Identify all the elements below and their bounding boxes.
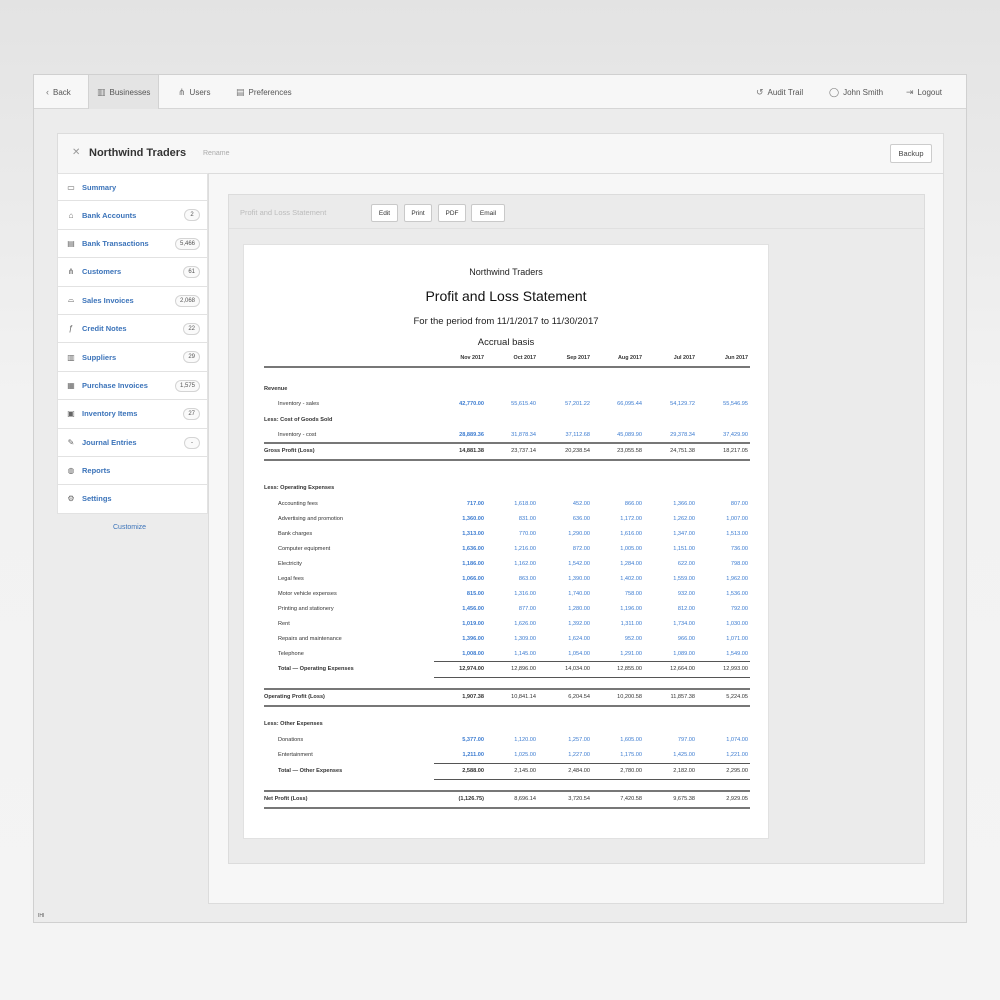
report-cell[interactable]: 1,145.00 <box>514 651 536 657</box>
report-cell[interactable]: 932.00 <box>677 591 695 597</box>
journal-icon: ✎ <box>67 437 75 447</box>
row-label: Motor vehicle expenses <box>278 591 337 597</box>
customize-link[interactable]: Customize <box>113 524 147 531</box>
row-label: Less: Operating Expenses <box>264 485 335 491</box>
report-cell[interactable]: 812.00 <box>677 606 695 612</box>
report-cell[interactable]: 1,734.00 <box>673 621 695 627</box>
tab-preferences[interactable] <box>236 75 292 109</box>
report-cell[interactable]: 1,392.00 <box>568 621 590 627</box>
report-cell[interactable]: 622.00 <box>677 561 695 567</box>
report-cell[interactable]: 1,175.00 <box>620 752 642 758</box>
history-icon: ↺ <box>756 86 764 97</box>
report-cell[interactable]: 815.00 <box>466 591 484 597</box>
row-label: Gross Profit (Loss) <box>264 448 315 454</box>
report-cell[interactable]: 1,172.00 <box>620 516 642 522</box>
report-cell: 11,857.38 <box>670 694 695 700</box>
logout-label: Logout <box>917 87 943 97</box>
report-company: Northwind Traders <box>469 267 543 277</box>
report-cell[interactable]: 1,211.00 <box>462 752 484 758</box>
report-period: For the period from 11/1/2017 to 11/30/2017 <box>413 316 599 327</box>
report-cell[interactable]: 866.00 <box>624 501 642 507</box>
report-cell[interactable]: 1,513.00 <box>726 531 748 537</box>
row-label: Operating Profit (Loss) <box>264 694 325 700</box>
count-badge: 22 <box>183 323 200 335</box>
report-cell[interactable]: 1,456.00 <box>462 606 484 612</box>
table-row <box>264 399 750 411</box>
report-cell[interactable]: 1,402.00 <box>620 576 642 582</box>
close-icon[interactable]: ✕ <box>72 147 81 158</box>
report-toolbar-title: Profit and Loss Statement <box>240 208 327 217</box>
report-cell[interactable]: 1,280.00 <box>568 606 590 612</box>
report-cell: 2,295.00 <box>726 768 748 774</box>
report-cell[interactable]: 1,216.00 <box>514 546 536 552</box>
sidebar-item-label: Bank Accounts <box>82 210 137 220</box>
report-cell[interactable]: 1,311.00 <box>620 621 642 627</box>
report-cell[interactable]: 37,429.90 <box>723 432 748 438</box>
report-cell[interactable]: 42,770.00 <box>459 401 484 407</box>
report-cell[interactable]: 1,005.00 <box>620 546 642 552</box>
report-cell[interactable]: 966.00 <box>677 636 695 642</box>
report-cell[interactable]: 636.00 <box>572 516 590 522</box>
tab-businesses[interactable] <box>88 75 159 109</box>
sidebar-item-settings[interactable] <box>57 485 208 513</box>
report-cell[interactable]: 863.00 <box>518 576 536 582</box>
report-cell[interactable]: 1,616.00 <box>620 531 642 537</box>
row-label: Total — Other Expenses <box>278 768 343 774</box>
preferences-icon: ▤ <box>236 86 245 97</box>
row-label: Donations <box>278 737 304 743</box>
row-label: Legal fees <box>278 576 304 582</box>
preferences-label: Preferences <box>248 87 292 97</box>
report-cell: 10,200.58 <box>617 694 642 700</box>
report-basis: Accrual basis <box>477 337 535 348</box>
report-cell[interactable]: 1,151.00 <box>673 546 695 552</box>
rule-line <box>264 366 750 368</box>
report-cell: Jul 2017 <box>673 355 695 361</box>
report-cell[interactable]: 807.00 <box>730 501 748 507</box>
report-cell[interactable]: 1,626.00 <box>514 621 536 627</box>
app-window <box>33 74 967 923</box>
total-row <box>264 794 750 806</box>
report-cell[interactable]: 1,089.00 <box>673 651 695 657</box>
report-cell: 6,204.54 <box>568 694 590 700</box>
report-cell[interactable]: 797.00 <box>677 737 695 743</box>
rule-line <box>434 677 750 678</box>
table-row <box>264 750 750 762</box>
report-cell[interactable]: 1,740.00 <box>568 591 590 597</box>
report-cell[interactable]: 1,618.00 <box>514 501 536 507</box>
report-cell: 12,993.00 <box>723 666 748 672</box>
report-cell: 1,907.38 <box>462 694 484 700</box>
sidebar-item-customers[interactable] <box>57 258 208 286</box>
report-cell[interactable]: 1,962.00 <box>726 576 748 582</box>
report-cell: Nov 2017 <box>460 355 484 361</box>
invoice-icon: ⌓ <box>67 295 75 305</box>
row-label: Less: Other Expenses <box>264 721 323 727</box>
row-label: Total — Operating Expenses <box>278 666 354 672</box>
report-cell[interactable]: 1,636.00 <box>462 546 484 552</box>
report-cell[interactable]: 1,313.00 <box>462 531 484 537</box>
rule-line <box>434 661 750 662</box>
report-cell[interactable]: 1,396.00 <box>462 636 484 642</box>
report-cell: 2,588.00 <box>462 768 484 774</box>
report-cell[interactable]: 1,290.00 <box>568 531 590 537</box>
reports-icon: ◍ <box>67 466 75 476</box>
business-header <box>57 133 944 173</box>
report-cell: 7,420.58 <box>620 796 642 802</box>
row-label: Entertainment <box>278 752 313 758</box>
bank-icon: ⌂ <box>68 210 74 220</box>
row-label: Inventory - sales <box>278 401 320 407</box>
rule-line <box>264 790 750 792</box>
table-row <box>264 649 750 661</box>
row-label: Computer equipment <box>278 546 331 552</box>
report-cell: (1,126.75) <box>458 796 484 802</box>
rule-line <box>434 779 750 780</box>
sidebar-item-credit-notes[interactable] <box>57 315 208 343</box>
report-cell: 3,720.54 <box>568 796 590 802</box>
sidebar-item-label: Sales Invoices <box>82 295 134 305</box>
report-cell: 2,182.00 <box>673 768 695 774</box>
report-cell[interactable]: 736.00 <box>730 546 748 552</box>
row-label: Accounting fees <box>278 501 318 507</box>
row-label: Bank charges <box>278 531 313 537</box>
report-cell[interactable]: 1,007.00 <box>726 516 748 522</box>
report-cell: 14,034.00 <box>565 666 590 672</box>
report-cell: 10,841.14 <box>511 694 536 700</box>
row-label: Electricity <box>278 561 302 567</box>
report-cell: 12,664.00 <box>670 666 695 672</box>
sidebar-item-label: Customers <box>82 267 122 277</box>
report-cell[interactable]: 29,378.34 <box>670 432 695 438</box>
section-heading-row <box>264 384 750 396</box>
count-badge: - <box>184 437 200 449</box>
user-name: John Smith <box>843 87 884 97</box>
table-row <box>264 430 750 442</box>
row-label: Revenue <box>264 386 288 392</box>
users-label: Users <box>189 87 211 97</box>
edit-button[interactable]: Edit <box>371 204 398 222</box>
total-row <box>264 766 750 778</box>
sidebar-item-suppliers[interactable] <box>57 343 208 371</box>
report-cell[interactable]: 55,546.95 <box>723 401 748 407</box>
report-cell[interactable]: 57,201.22 <box>565 401 590 407</box>
report-cell[interactable]: 66,095.44 <box>617 401 642 407</box>
report-cell[interactable]: 1,066.00 <box>462 576 484 582</box>
rule-line <box>264 705 750 707</box>
table-row <box>264 544 750 556</box>
report-cell[interactable]: 1,196.00 <box>620 606 642 612</box>
rename-link[interactable]: Rename <box>203 150 230 157</box>
section-heading-row <box>264 483 750 495</box>
report-title: Profit and Loss Statement <box>425 288 587 304</box>
report-cell[interactable]: 1,284.00 <box>620 561 642 567</box>
businesses-label: Businesses <box>109 87 151 97</box>
logout-icon: ⇥ <box>906 86 914 97</box>
sidebar-item-summary[interactable] <box>57 173 208 201</box>
table-row <box>264 604 750 616</box>
logout-button[interactable] <box>906 75 942 109</box>
report-paper <box>243 244 769 839</box>
report-cell[interactable]: 952.00 <box>624 636 642 642</box>
count-badge: 27 <box>183 408 200 420</box>
row-label: Inventory - cost <box>278 432 317 438</box>
report-cell: 12,855.00 <box>617 666 642 672</box>
report-cell[interactable]: 55,615.40 <box>511 401 536 407</box>
report-cell[interactable]: 31,878.34 <box>511 432 536 438</box>
report-cell[interactable]: 1,071.00 <box>726 636 748 642</box>
report-cell[interactable]: 1,008.00 <box>462 651 484 657</box>
report-cell: Sep 2017 <box>566 355 590 361</box>
sidebar-item-purchase-invoices[interactable] <box>57 372 208 400</box>
report-cell[interactable]: 1,542.00 <box>568 561 590 567</box>
sidebar-menu <box>57 173 208 514</box>
business-name: Northwind Traders <box>89 147 187 159</box>
report-cell[interactable]: 1,030.00 <box>726 621 748 627</box>
report-cell: 9,675.38 <box>673 796 695 802</box>
report-cell: 5,224.05 <box>726 694 748 700</box>
rule-line <box>264 442 750 444</box>
report-cell: 18,217.05 <box>723 448 748 454</box>
sidebar-item-journal-entries[interactable] <box>57 429 208 457</box>
businesses-icon: ▥ <box>97 86 106 97</box>
report-cell[interactable]: 1,425.00 <box>673 752 695 758</box>
top-navigation-bar <box>34 75 966 109</box>
report-cell[interactable]: 1,366.00 <box>673 501 695 507</box>
count-badge: 5,466 <box>175 238 200 250</box>
email-button[interactable]: Email <box>471 204 505 222</box>
report-cell[interactable]: 1,227.00 <box>568 752 590 758</box>
row-label: Rent <box>278 621 290 627</box>
credit-note-icon: ƒ <box>68 324 74 334</box>
report-header-row <box>264 353 750 365</box>
audit-trail-label: Audit Trail <box>767 87 804 97</box>
backup-button[interactable]: Backup <box>890 144 932 163</box>
report-cell[interactable]: 872.00 <box>572 546 590 552</box>
report-cell[interactable]: 1,120.00 <box>514 737 536 743</box>
rule-line <box>434 763 750 764</box>
report-cell: 12,896.00 <box>511 666 536 672</box>
report-cell[interactable]: 1,549.00 <box>726 651 748 657</box>
report-cell: 8,696.14 <box>514 796 536 802</box>
table-row <box>264 559 750 571</box>
report-cell[interactable]: 1,559.00 <box>673 576 695 582</box>
row-label: Repairs and maintenance <box>278 636 342 642</box>
sidebar-item-label: Settings <box>82 494 112 504</box>
total-row <box>264 664 750 676</box>
sidebar-item-reports[interactable] <box>57 457 208 485</box>
row-label: Net Profit (Loss) <box>264 796 308 802</box>
table-row <box>264 589 750 601</box>
report-cell[interactable]: 1,309.00 <box>514 636 536 642</box>
table-row <box>264 514 750 526</box>
report-cell: 12,974.00 <box>459 666 484 672</box>
total-row <box>264 446 750 458</box>
sidebar-item-label: Reports <box>82 466 111 476</box>
report-cell[interactable]: 758.00 <box>624 591 642 597</box>
report-cell: 2,484.00 <box>568 768 590 774</box>
back-arrow-icon: ‹ <box>46 86 49 97</box>
report-cell[interactable]: 1,347.00 <box>673 531 695 537</box>
print-button[interactable]: Print <box>404 204 432 222</box>
table-row <box>264 735 750 747</box>
back-label: Back <box>53 87 71 97</box>
row-label: Advertising and promotion <box>278 516 343 522</box>
report-cell: 2,780.00 <box>620 768 642 774</box>
sidebar-item-inventory-items[interactable] <box>57 400 208 428</box>
report-cell[interactable]: 28,889.36 <box>459 432 484 438</box>
report-cell[interactable]: 1,186.00 <box>462 561 484 567</box>
report-cell[interactable]: 831.00 <box>518 516 536 522</box>
report-cell: Jun 2017 <box>724 355 748 361</box>
report-cell: 20,238.54 <box>565 448 590 454</box>
table-row <box>264 499 750 511</box>
purchase-icon: ▦ <box>67 380 75 390</box>
table-row <box>264 619 750 631</box>
report-cell[interactable]: 54,129.72 <box>670 401 695 407</box>
report-cell[interactable]: 1,390.00 <box>568 576 590 582</box>
report-cell[interactable]: 1,025.00 <box>514 752 536 758</box>
report-cell[interactable]: 798.00 <box>730 561 748 567</box>
row-label: Telephone <box>278 651 304 657</box>
row-label: Less: Cost of Goods Sold <box>264 417 333 423</box>
report-frame <box>228 194 925 864</box>
user-menu[interactable] <box>829 75 883 109</box>
table-row <box>264 574 750 586</box>
report-cell[interactable]: 1,605.00 <box>620 737 642 743</box>
table-row <box>264 529 750 541</box>
users-icon: ⋔ <box>178 86 186 97</box>
table-row <box>264 634 750 646</box>
report-cell[interactable]: 1,019.00 <box>462 621 484 627</box>
report-cell: 2,145.00 <box>514 768 536 774</box>
report-cell[interactable]: 770.00 <box>518 531 536 537</box>
report-cell[interactable]: 37,112.68 <box>565 432 590 438</box>
pdf-button[interactable]: PDF <box>438 204 466 222</box>
count-badge: 29 <box>183 351 200 363</box>
report-cell[interactable]: 1,360.00 <box>462 516 484 522</box>
report-cell[interactable]: 1,162.00 <box>514 561 536 567</box>
report-cell: Oct 2017 <box>513 355 536 361</box>
report-cell[interactable]: 1,316.00 <box>514 591 536 597</box>
sidebar-item-label: Suppliers <box>82 352 117 362</box>
tab-users[interactable] <box>178 75 210 109</box>
report-cell[interactable]: 1,262.00 <box>673 516 695 522</box>
settings-icon: ⚙ <box>67 494 75 504</box>
user-icon: ◯ <box>829 86 840 97</box>
report-cell: 24,751.38 <box>670 448 695 454</box>
count-badge: 61 <box>183 266 200 278</box>
sidebar-item-label: Summary <box>82 182 117 192</box>
sidebar-item-bank-transactions[interactable] <box>57 230 208 258</box>
back-button[interactable] <box>46 75 71 109</box>
inventory-icon: ▣ <box>67 409 75 419</box>
count-badge: 1,575 <box>175 380 200 392</box>
report-cell: Aug 2017 <box>618 355 642 361</box>
row-label: Printing and stationery <box>278 606 334 612</box>
report-cell: 2,929.05 <box>726 796 748 802</box>
sidebar-item-label: Credit Notes <box>82 324 127 334</box>
report-cell[interactable]: 45,089.90 <box>617 432 642 438</box>
section-heading-row <box>264 415 750 427</box>
suppliers-icon: ▥ <box>67 352 75 362</box>
report-toolbar <box>229 195 924 229</box>
audit-trail-link[interactable] <box>756 75 803 109</box>
sidebar-item-label: Purchase Invoices <box>82 380 148 390</box>
rule-line <box>264 807 750 809</box>
report-cell[interactable]: 717.00 <box>466 501 484 507</box>
customers-icon: ⋔ <box>67 267 75 277</box>
sidebar-item-sales-invoices[interactable] <box>57 287 208 315</box>
sidebar-item-label: Inventory Items <box>82 409 138 419</box>
transactions-icon: ▤ <box>67 238 75 248</box>
monitor-icon: ▭ <box>67 182 75 192</box>
corner-mark: IHI <box>38 913 45 919</box>
report-cell[interactable]: 1,536.00 <box>726 591 748 597</box>
report-cell[interactable]: 877.00 <box>518 606 536 612</box>
rule-line <box>264 459 750 461</box>
report-cell[interactable]: 1,221.00 <box>726 752 748 758</box>
count-badge: 2 <box>184 209 200 221</box>
report-cell[interactable]: 1,054.00 <box>568 651 590 657</box>
count-badge: 2,068 <box>175 295 200 307</box>
total-row <box>264 692 750 704</box>
report-cell: 23,055.58 <box>617 448 642 454</box>
report-cell[interactable]: 1,257.00 <box>568 737 590 743</box>
report-cell[interactable]: 1,624.00 <box>568 636 590 642</box>
report-cell: 23,737.14 <box>511 448 536 454</box>
report-cell: 14,881.38 <box>459 448 484 454</box>
report-cell[interactable]: 1,074.00 <box>726 737 748 743</box>
sidebar-item-label: Bank Transactions <box>82 238 149 248</box>
section-heading-row <box>264 719 750 731</box>
sidebar-item-bank-accounts[interactable] <box>57 201 208 229</box>
rule-line <box>264 688 750 690</box>
sidebar-item-label: Journal Entries <box>82 437 137 447</box>
report-cell[interactable]: 792.00 <box>730 606 748 612</box>
report-cell[interactable]: 452.00 <box>572 501 590 507</box>
report-cell[interactable]: 5,377.00 <box>462 737 484 743</box>
report-cell[interactable]: 1,291.00 <box>620 651 642 657</box>
